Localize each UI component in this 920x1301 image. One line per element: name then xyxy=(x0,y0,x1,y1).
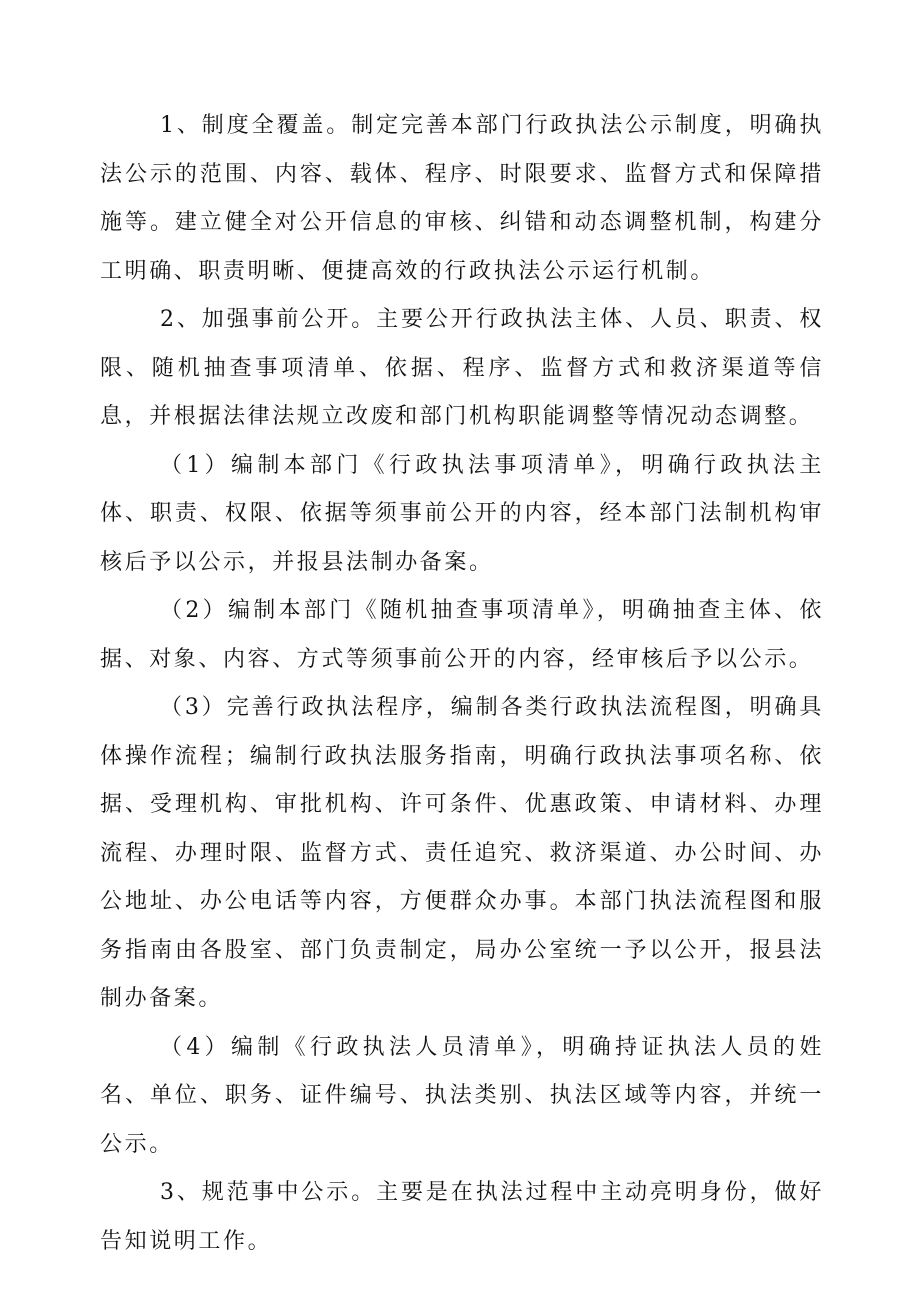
document-body xyxy=(100,102,824,1266)
paragraph-2: 2、加强事前公开。主要公开行政执法主体、人员、职责、权限、随机抽查事项清单、依据、程序、监督方式和救济渠道等信息，并根据法律法规立改废和部门机构职能调整等情况动态调整。 xyxy=(100,307,824,429)
paragraph-6: （4）编制《行政执法人员清单》，明确持证执法人员的姓名、单位、职务、证件编号、执法类别、执法区域等内容，并统一公示。 xyxy=(100,1034,824,1157)
paragraph-7: 3、规范事中公示。主要是在执法过程中主动亮明身份，做好告知说明工作。 xyxy=(100,1180,824,1254)
paragraph-4: （2）编制本部门《随机抽查事项清单》，明确抽查主体、依据、对象、内容、方式等须事前公开的内容，经审核后予以公示。 xyxy=(100,598,824,672)
paragraph-5: （3）完善行政执法程序，编制各类行政执法流程图，明确具体操作流程；编制行政执法服务指南，明确行政执法事项名称、依据、受理机构、审批机构、许可条件、优惠政策、申请材料、办理流程、办理时限、监督方式、责任追究、救济渠道、办公时间、办公地址、办公电话等内容，方便群众办事。本部门执法流程图和服务指南由各股室、部门负责制定，局办公室统一予以公开，报县法制办备案。 xyxy=(100,695,824,1011)
paragraph-3: （1）编制本部门《行政执法事项清单》，明确行政执法主体、职责、权限、依据等须事前公开的内容，经本部门法制机构审核后予以公示，并报县法制办备案。 xyxy=(100,452,824,575)
paragraph-1: 1、制度全覆盖。制定完善本部门行政执法公示制度，明确执法公示的范围、内容、载体、程序、时限要求、监督方式和保障措施等。建立健全对公开信息的审核、纠错和动态调整机制，构建分工明确、职责明晰、便捷高效的行政执法公示运行机制。 xyxy=(100,113,824,284)
